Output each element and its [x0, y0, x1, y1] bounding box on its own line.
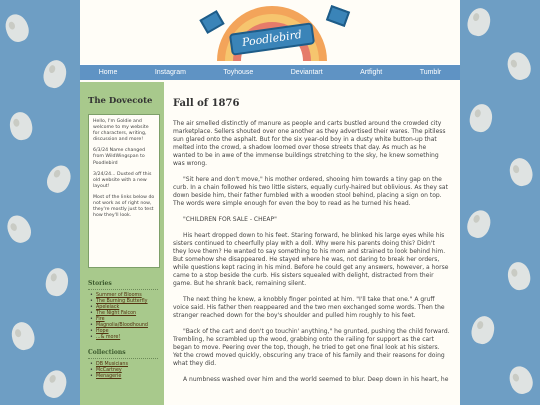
story-link[interactable]: • Magnolia/Bloodhound — [88, 323, 164, 329]
pigeon-pattern-icon — [9, 320, 37, 353]
story-link[interactable]: • The Night Falcon — [88, 311, 164, 317]
nav-toyhouse[interactable]: Toyhouse — [223, 69, 254, 76]
sidebar-title: The Dovecote — [88, 96, 153, 106]
collection-link[interactable]: • Menagerie — [88, 374, 164, 380]
nav-tumblr[interactable]: Tumblr — [419, 69, 442, 76]
story-link[interactable]: • Summer of Blooms — [88, 293, 164, 299]
pigeon-pattern-icon — [504, 49, 534, 83]
sidebar-intro: Hello, I'm Goldie and welcome to my website for characters, writing, discussion and more! — [93, 119, 149, 143]
story-paragraph: The next thing he knew, a knobbly finger pointed at him. "I'll take that one." A gruff voice said. His father then reappeared and the two men exchanged some words. Then the stranger reached down for the boy's shoulder and pulled him roughly to his feet. — [173, 296, 445, 319]
sidebar-note: Most of the links below do not work as of right now, they're mostly just to test how they'll look. — [93, 194, 155, 219]
collections-heading: Collections — [88, 349, 126, 356]
nav-instagram[interactable]: Instagram — [154, 69, 186, 76]
pigeon-pattern-icon — [507, 156, 535, 189]
pigeon-pattern-icon — [469, 314, 497, 347]
story-link[interactable]: • The Burning Butterfly — [88, 299, 164, 305]
sidebar-info-box[interactable] — [88, 114, 160, 268]
divider — [88, 358, 158, 359]
pigeon-pattern-icon — [2, 11, 32, 45]
ribbon-tail-icon — [326, 5, 350, 27]
top-nav — [80, 64, 460, 80]
stories-list — [88, 293, 164, 341]
page-container — [80, 0, 460, 405]
pigeon-pattern-icon — [43, 162, 75, 197]
story-link[interactable]: • Hope — [88, 329, 164, 335]
pigeon-pattern-icon — [465, 6, 493, 39]
pigeon-pattern-icon — [464, 207, 494, 241]
pigeon-pattern-icon — [44, 266, 71, 297]
pigeon-pattern-icon — [3, 212, 35, 247]
sidebar-update: 3/24/24... Dusted off this old website with a new layout! — [93, 171, 152, 189]
nav-artfight[interactable]: Artfight — [360, 69, 383, 76]
story-paragraph: A numbness washed over him and the world seemed to blur. Deep down in his heart, he — [183, 376, 449, 383]
pigeon-pattern-icon — [468, 102, 495, 133]
stories-heading: Stories — [88, 280, 112, 287]
story-paragraph: "Sit here and don't move," his mother ordered, shooing him towards a tiny gap on the curb. In a chain followed his two little sisters, equally curly-haired but oblivious. As they sat down beside him, their father fumbled with a wooden stool behind, placing a sign on top. The words were simple enough for even the boy to read as he turned his head. — [173, 176, 448, 207]
story-paragraph: "CHILDREN FOR SALE - CHEAP" — [183, 216, 277, 223]
ribbon-tail-icon — [199, 10, 224, 34]
story-link[interactable]: • Fire — [88, 317, 164, 323]
story-paragraph: "Back of the cart and don't go touchin' anything," he grunted, pushing the child forward. Trembling, he scrambled up the wood, grabbing onto the railing for support as the cart began to move. Peering over the top, though, he tried to get one final look at his sisters. Yet the crowd moved quickly, obscuring any trace of his family and their reasons for doing what they did. — [173, 328, 450, 367]
story-paragraph: His heart dropped down to his feet. Staring forward, he blinked his large eyes while his sisters continued to cheerfully play with a doll. Why were his parents doing this? Didn't they love them? He wanted to say something to his mom and strained to look behind him. But somehow she disappeared. He stayed where he was, not daring to break her orders, while questions kept racing in his mind. Before he could get any answers, however, a horse came to a stop beside the curb. His sisters squealed with delight, distracted from their game. But he shrank back, remaining silent. — [173, 232, 449, 287]
pigeon-pattern-icon — [40, 367, 70, 401]
nav-home[interactable]: Home — [98, 69, 118, 76]
collection-link[interactable]: • DB Musicians — [88, 362, 164, 368]
sidebar — [80, 82, 164, 405]
collections-list — [88, 362, 164, 380]
pigeon-pattern-icon — [8, 110, 35, 141]
pigeon-pattern-icon — [41, 58, 69, 91]
sidebar-update: 6/3/24 Name changed from WildWingspan to Poodlebird — [93, 148, 146, 166]
nav-deviantart[interactable]: Deviantart — [290, 69, 323, 76]
pigeon-pattern-icon — [506, 260, 533, 291]
divider — [88, 289, 158, 290]
site-logo[interactable]: Poodlebird — [229, 22, 315, 55]
story-title: Fall of 1876 — [173, 98, 240, 109]
story-paragraph: The air smelled distinctly of manure as people and carts bustled around the crowded city marketplace. Sellers shouted over one another as they advertised their wares. The pitiless sun glared onto the asphalt. But for the six year-old boy in a dusty white button-up that melted into the crowd, a shadow loomed over those streets that day. As much as he wanted to be in awe of the immense buildings stretching to the sky, he knew something was wrong. — [173, 120, 446, 167]
site-banner — [80, 0, 460, 64]
story-link[interactable]: • ...& more! — [88, 335, 164, 341]
story-content — [164, 82, 460, 405]
pigeon-pattern-icon — [506, 363, 536, 397]
collection-link[interactable]: • McCartney — [88, 368, 164, 374]
story-link[interactable]: • Apeleiack — [88, 305, 164, 311]
